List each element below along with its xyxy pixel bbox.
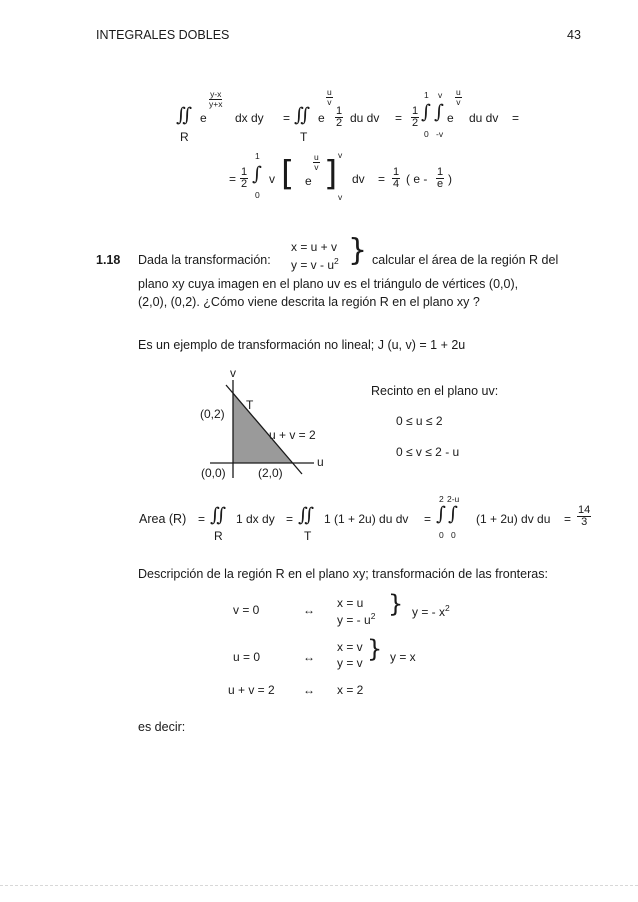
integrand-dxdy: 1 dx dy xyxy=(236,512,275,526)
area-result: $\frac{14}{3}$ xyxy=(578,504,591,528)
dudv: du dv xyxy=(469,111,499,125)
nonlinear-example-text: Es un ejemplo de transformación no lineal; J (u, v) = 1 + 2u xyxy=(138,338,466,352)
inequality-v: 0 ≤ v ≤ 2 - u xyxy=(396,445,460,459)
region-T-label: T xyxy=(246,398,254,412)
quarter-fraction: $\frac{1}{4}$ xyxy=(393,166,400,190)
exp-base-e: e xyxy=(305,174,312,188)
inequality-u: 0 ≤ u ≤ 2 xyxy=(396,414,443,428)
boundary-u0: u = 0 xyxy=(233,650,261,664)
region-label-R: R xyxy=(180,130,189,144)
point-2-0: (2,0) xyxy=(258,466,283,480)
line-label: u + v = 2 xyxy=(269,428,316,442)
double-integral-R: ∬ xyxy=(210,504,227,526)
dxdy: dx dy xyxy=(235,111,264,125)
point-0-0: (0,0) xyxy=(201,466,226,480)
brace: } xyxy=(367,635,383,663)
lower-limit-0: 0 xyxy=(424,129,429,139)
integrand-uv: (1 + 2u) dv du xyxy=(476,512,551,526)
one-over-e: $\frac{1}{e}$ xyxy=(437,166,444,190)
problem-line-3: (2,0), (0,2). ¿Cómo viene descrita la región R en el plano xy ? xyxy=(138,295,480,309)
transform-brace: } xyxy=(348,233,368,268)
half-fraction-2: $\frac{1}{2}$ xyxy=(412,105,419,129)
lower-limit-minus-v: -v xyxy=(436,129,444,139)
result-y-minus-x2: y = - $x^2$ xyxy=(412,603,450,619)
image-x-v: x = v xyxy=(337,640,363,654)
outer-lower-limit: 0 xyxy=(439,530,444,540)
outer-upper-limit: 2 xyxy=(439,494,444,504)
image-y-v: y = v xyxy=(337,656,363,670)
exponent-uv: $\frac{u}{v}$ xyxy=(456,87,461,107)
problem-number: 1.18 xyxy=(96,253,121,267)
u-axis-label: u xyxy=(317,455,324,469)
brace: } xyxy=(388,590,404,618)
image-y-minus-u2: y = - $u^2$ xyxy=(337,611,376,627)
equals: = xyxy=(424,512,432,526)
exponent-uv: $\frac{u}{v}$ xyxy=(327,87,332,107)
boundary-description: Descripción de la región R en el plano xy; transformación de las fronteras: xyxy=(138,567,548,581)
bracket-upper-v: v xyxy=(338,150,343,160)
integral-inner: ∫ xyxy=(434,101,444,123)
integral-outer: ∫ xyxy=(421,101,431,123)
dv: dv xyxy=(352,172,365,186)
dudv: du dv xyxy=(350,111,380,125)
boundary-v0: v = 0 xyxy=(233,603,260,617)
upper-limit-v: v xyxy=(438,90,443,100)
point-0-2: (0,2) xyxy=(200,407,225,421)
transform-x: x = u + v xyxy=(291,240,338,254)
equivalence-arrow: ↔ xyxy=(303,603,315,617)
bracket-lower-v: v xyxy=(338,192,343,202)
inner-upper-limit: 2-u xyxy=(447,494,460,504)
problem-after-brace: calcular el área de la región R del xyxy=(372,253,559,267)
region-label-T: T xyxy=(300,130,308,144)
equals: = xyxy=(286,512,294,526)
equals: = xyxy=(564,512,572,526)
problem-line-2: plano xy cuya imagen en el plano uv es el triángulo de vértices (0,0), xyxy=(138,277,519,291)
inner-lower-limit: 0 xyxy=(451,530,456,540)
region-label-R: R xyxy=(214,529,223,543)
double-integral-symbol: ∬ xyxy=(176,104,193,126)
v-axis-label: v xyxy=(230,366,236,380)
exp-base-e: e xyxy=(318,111,325,125)
integral-inner: ∫ xyxy=(448,503,458,525)
paren-expr: ( e - xyxy=(406,172,428,186)
running-header: INTEGRALES DOBLES xyxy=(96,28,230,42)
result-y-x: y = x xyxy=(390,650,416,664)
transform-y: $y = v - u^2$ xyxy=(291,256,339,272)
equals: = xyxy=(198,512,206,526)
lower-limit-0: 0 xyxy=(255,190,260,200)
close-paren: ) xyxy=(448,172,452,186)
exponent-uv: $\frac{u}{v}$ xyxy=(314,152,319,172)
equivalence-arrow: ↔ xyxy=(303,650,315,664)
double-integral-symbol-T: ∬ xyxy=(294,104,311,126)
problem-intro: Dada la transformación: xyxy=(138,253,271,267)
boundary-uv2: u + v = 2 xyxy=(228,683,275,697)
upper-limit-1: 1 xyxy=(424,90,429,100)
exp-base-e: e xyxy=(200,111,207,125)
integrand-jacobian: 1 (1 + 2u) du dv xyxy=(324,512,409,526)
equals: = xyxy=(395,111,403,125)
open-bracket: [ xyxy=(281,154,295,194)
area-label: Area (R) xyxy=(139,512,187,526)
half-fraction: $\frac{1}{2}$ xyxy=(336,105,343,129)
half-fraction: $\frac{1}{2}$ xyxy=(241,166,248,190)
upper-limit-1: 1 xyxy=(255,151,260,161)
recinto-heading: Recinto en el plano uv: xyxy=(371,384,499,398)
equals: = xyxy=(378,172,386,186)
region-label-T: T xyxy=(304,529,312,543)
result-x-2: x = 2 xyxy=(337,683,364,697)
close-bracket: ] xyxy=(324,154,338,194)
equals: = xyxy=(229,172,237,186)
scan-edge-artifact xyxy=(0,884,638,886)
equals: = xyxy=(512,111,520,125)
exp-base-e: e xyxy=(447,111,454,125)
integral: ∫ xyxy=(252,163,262,185)
es-decir: es decir: xyxy=(138,720,186,734)
exponent-fraction: $\frac{y-x}{y+x}$ xyxy=(209,89,223,109)
page-number: 43 xyxy=(567,28,581,42)
image-x-u: x = u xyxy=(337,596,364,610)
double-integral-T: ∬ xyxy=(298,504,315,526)
equivalence-arrow: ↔ xyxy=(303,683,315,697)
integral-outer: ∫ xyxy=(436,503,446,525)
equals: = xyxy=(283,111,291,125)
factor-v: v xyxy=(269,172,275,186)
